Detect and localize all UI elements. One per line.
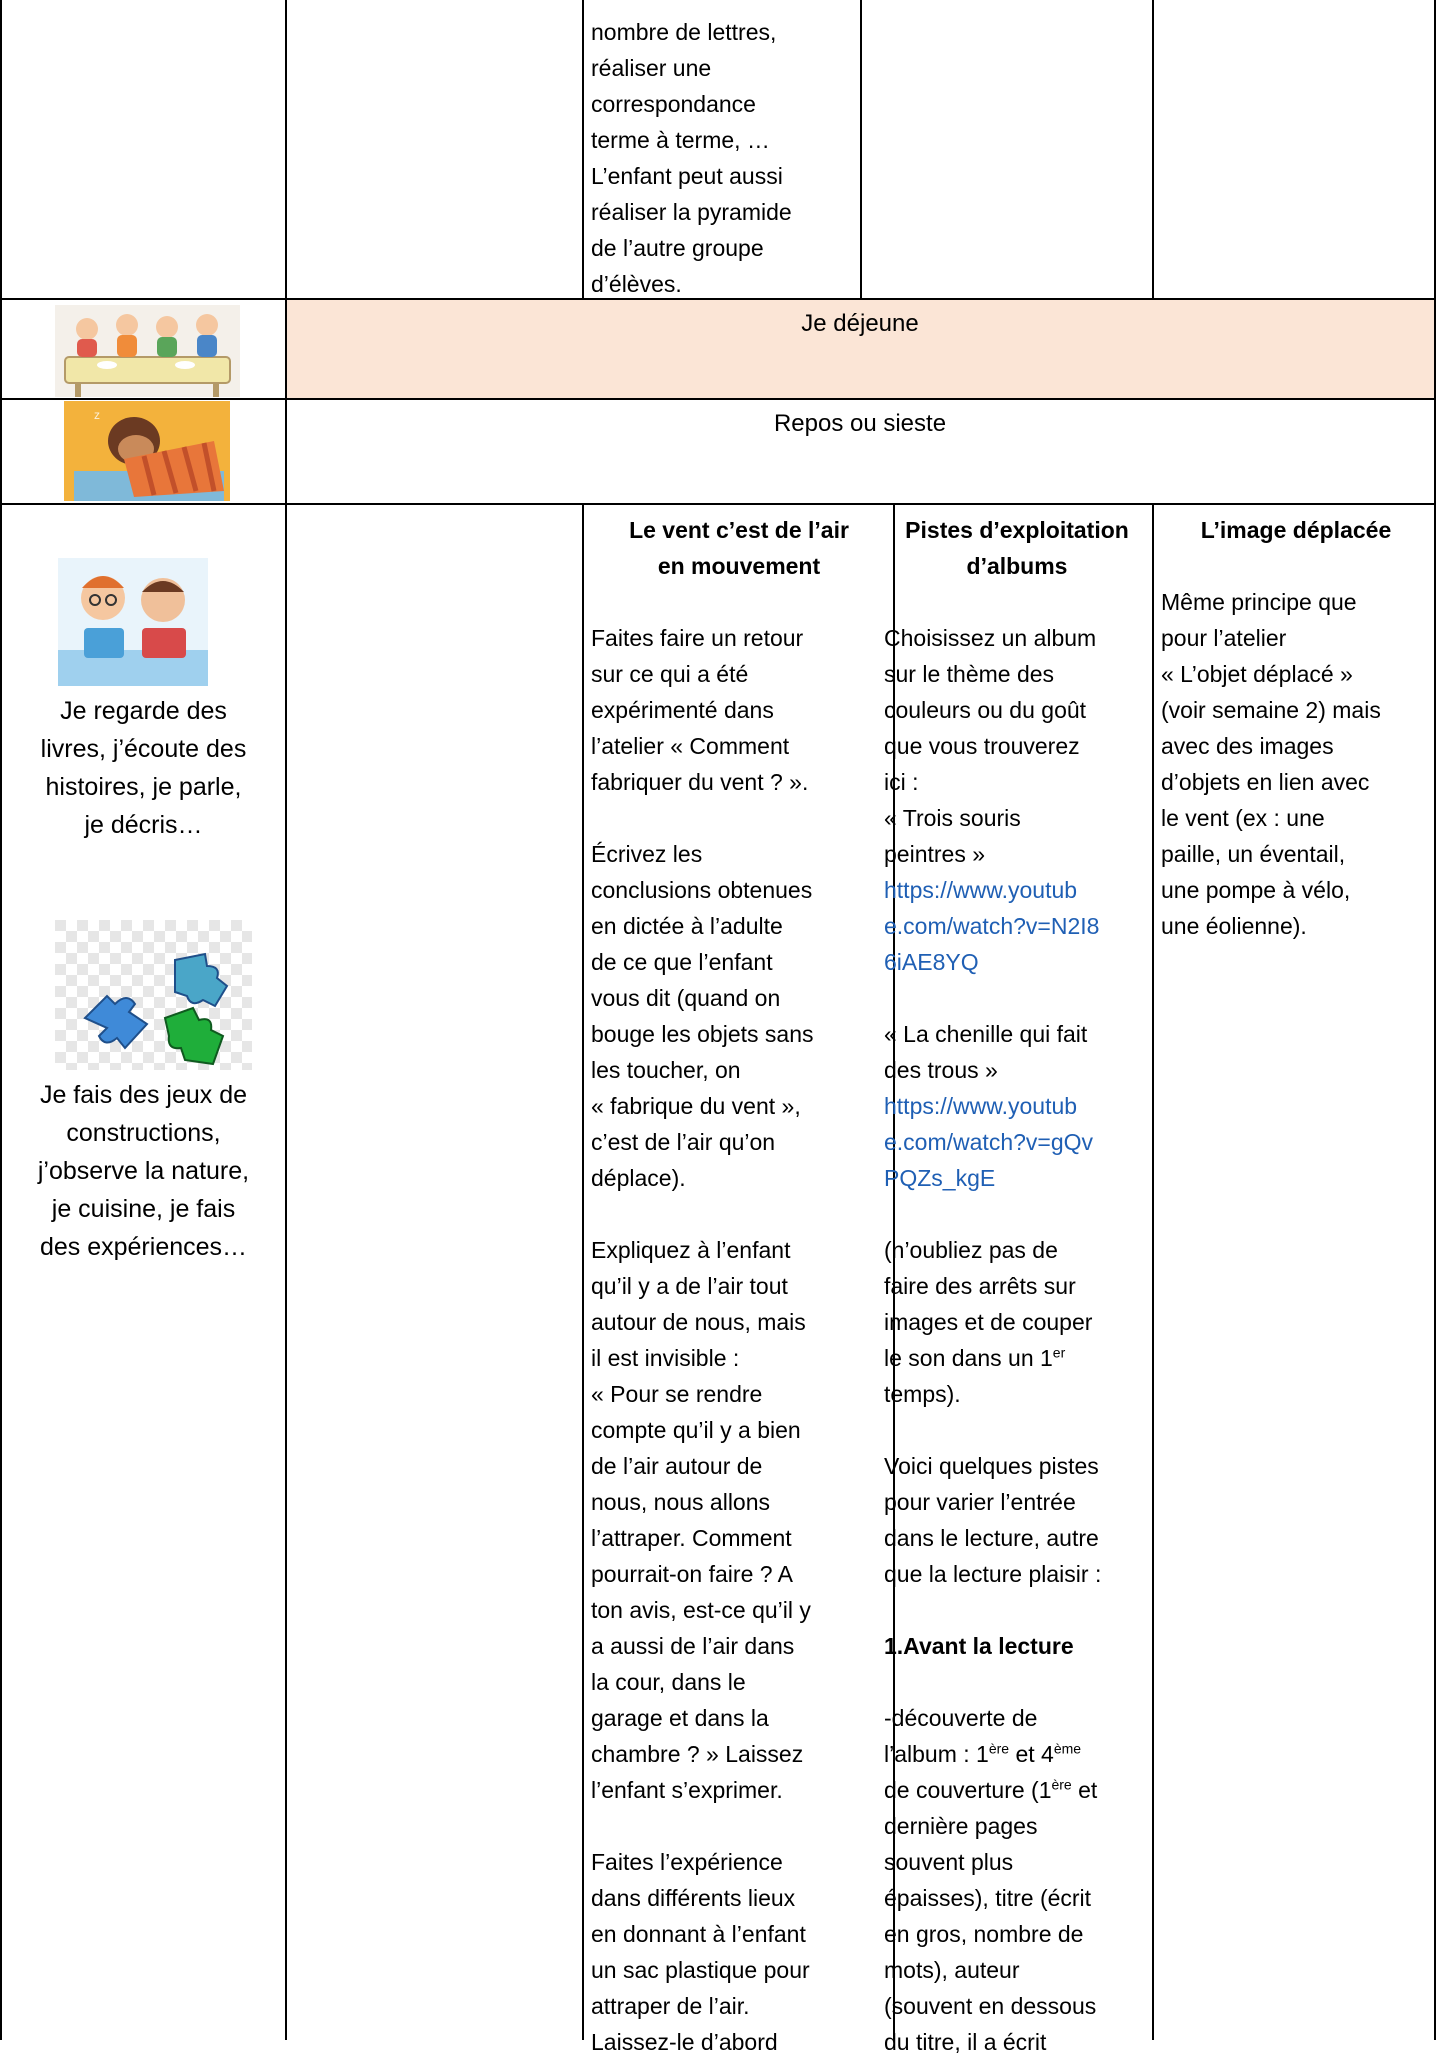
text-line: -découverte de <box>884 1705 1038 1731</box>
text-line: ici : <box>884 769 919 795</box>
text-line: épaisses), titre (écrit <box>884 1885 1092 1911</box>
wind-activity-cell <box>591 512 887 2060</box>
paragraph <box>884 1016 1150 1088</box>
text-line: temps). <box>884 1381 961 1407</box>
text-line: Même principe que <box>1161 589 1357 615</box>
link-line[interactable]: 6iAE8YQ <box>884 949 979 975</box>
text-line: compte qu’il y a bien <box>591 1417 801 1443</box>
wind-activity-title <box>591 512 887 584</box>
text-line: déplace). <box>591 1165 686 1191</box>
text-line: l’attraper. Comment <box>591 1525 792 1551</box>
text-line: Laissez-le d’abord <box>591 2029 778 2055</box>
text-line: pourrait-on faire ? A <box>591 1561 794 1587</box>
text-line: d’élèves. <box>591 271 682 297</box>
text-line: garage et dans la <box>591 1705 769 1731</box>
text-line: mots), auteur <box>884 1957 1020 1983</box>
text-line: j’observe la nature, <box>37 1157 250 1185</box>
text-line: la cour, dans le <box>591 1669 746 1695</box>
text-line: chambre ? » Laissez <box>591 1741 804 1767</box>
title-line: Pistes d’exploitation <box>905 517 1129 543</box>
grid-line-col3-top <box>860 0 862 298</box>
text-line: d’objets en lien avec <box>1161 769 1370 795</box>
text-line: a aussi de l’air dans <box>591 1633 795 1659</box>
text-line <box>884 1736 1150 1772</box>
text-span: le son dans un 1 <box>884 1345 1053 1371</box>
title-line: en mouvement <box>657 553 821 579</box>
text-line: réaliser la pyramide <box>591 199 792 225</box>
album-activity-content <box>884 512 1150 2060</box>
album-activity-title <box>884 512 1150 584</box>
text-line <box>884 1772 1150 1808</box>
text-line: de l’air autour de <box>591 1453 763 1479</box>
text-line: L’enfant peut aussi <box>591 163 783 189</box>
text-line: Choisissez un album <box>884 625 1097 651</box>
text-line: dans le lecture, autre <box>884 1525 1099 1551</box>
text-line: en donnant à l’enfant <box>591 1921 806 1947</box>
text-line: histoires, je parle, <box>45 773 242 801</box>
youtube-link-chenille[interactable] <box>884 1088 1150 1196</box>
superscript: ère <box>1051 1776 1072 1793</box>
text-line <box>884 1340 1150 1376</box>
text-line: Écrivez les <box>591 841 703 867</box>
title-line: d’albums <box>966 553 1068 579</box>
text-line: correspondance <box>591 91 756 117</box>
subheading: 1.Avant la lecture <box>884 1633 1074 1659</box>
text-line: « fabrique du vent », <box>591 1093 801 1119</box>
text-line: attraper de l’air. <box>591 1993 750 2019</box>
text-line: autour de nous, mais <box>591 1309 806 1335</box>
text-line: pour varier l’entrée <box>884 1489 1076 1515</box>
text-line: conclusions obtenues <box>591 877 813 903</box>
superscript: ère <box>988 1740 1010 1757</box>
link-line[interactable]: https://www.youtub <box>884 1093 1078 1119</box>
text-line: une éolienne). <box>1161 913 1307 939</box>
construction-activity-text <box>2 1076 285 1266</box>
text-line: Faites l’expérience <box>591 1849 783 1875</box>
youtube-link-trois-souris[interactable] <box>884 872 1150 980</box>
reading-activity-text <box>2 692 285 844</box>
grid-line-col4-bottom <box>1152 503 1154 2040</box>
text-line: une pompe à vélo, <box>1161 877 1351 903</box>
text-span: de couverture (1 <box>884 1777 1052 1803</box>
text-line: sur ce qui a été <box>591 661 749 687</box>
text-line: Faites faire un retour <box>591 625 804 651</box>
grid-line-row3 <box>0 503 1436 505</box>
text-line: il est invisible : <box>591 1345 740 1371</box>
text-line: « La chenille qui fait <box>884 1021 1088 1047</box>
text-line: nombre de lettres, <box>591 19 777 45</box>
text-line: Expliquez à l’enfant <box>591 1237 791 1263</box>
grid-line-col2-bottom <box>582 503 584 2040</box>
text-line: l’atelier « Comment <box>591 733 790 759</box>
text-line: « Pour se rendre <box>591 1381 763 1407</box>
title-line: Le vent c’est de l’air <box>629 517 849 543</box>
text-line: l’enfant s’exprimer. <box>591 1777 783 1803</box>
puzzle-pieces-icon <box>55 920 252 1070</box>
text-line: (voir semaine 2) mais <box>1161 697 1381 723</box>
paragraph <box>1161 584 1431 944</box>
grid-line-row2 <box>0 398 1436 400</box>
displaced-image-title: L’image déplacée <box>1200 517 1392 543</box>
children-eating-icon <box>55 305 240 397</box>
child-sleeping-icon <box>64 401 230 501</box>
text-line: que la lecture plaisir : <box>884 1561 1102 1587</box>
paragraph <box>884 1232 1150 1412</box>
paragraph <box>884 1448 1150 1592</box>
text-line: des expériences… <box>39 1233 248 1261</box>
text-line: souvent plus <box>884 1849 1014 1875</box>
text-line: je décris… <box>84 811 203 839</box>
paragraph <box>591 836 887 1196</box>
text-line: des trous » <box>884 1057 998 1083</box>
text-line: un sac plastique pour <box>591 1957 810 1983</box>
text-line: de l’autre groupe <box>591 235 764 261</box>
text-line: pour l’atelier <box>1161 625 1287 651</box>
superscript: er <box>1052 1344 1066 1361</box>
link-line[interactable]: https://www.youtub <box>884 877 1078 903</box>
text-line: réaliser une <box>591 55 712 81</box>
text-line: que vous trouverez <box>884 733 1080 759</box>
link-line[interactable]: PQZs_kgE <box>884 1165 996 1191</box>
text-line: sur le thème des <box>884 661 1055 687</box>
text-span: et <box>1071 1777 1098 1803</box>
superscript: ème <box>1053 1740 1082 1757</box>
text-line: images et de couper <box>884 1309 1093 1335</box>
paragraph <box>884 620 1150 872</box>
paragraph <box>591 1844 887 2060</box>
grid-line-col2-top <box>582 0 584 298</box>
svg-text:z: z <box>94 408 100 422</box>
text-line: dernière pages <box>884 1813 1038 1839</box>
text-line: Voici quelques pistes <box>884 1453 1099 1479</box>
paragraph <box>591 620 887 800</box>
top-row-col3-text <box>591 14 853 302</box>
text-line: le vent (ex : une <box>1161 805 1325 831</box>
text-line: Je regarde des <box>60 697 227 725</box>
text-span: et 4 <box>1009 1741 1054 1767</box>
text-line: avec des images <box>1161 733 1334 759</box>
text-line: nous, nous allons <box>591 1489 771 1515</box>
lunch-label: Je déjeune <box>801 310 919 337</box>
text-line: les toucher, on <box>591 1057 741 1083</box>
children-reading-icon <box>58 558 208 686</box>
displaced-image-cell <box>1161 512 1431 944</box>
text-line: expérimenté dans <box>591 697 774 723</box>
grid-line-col4-top <box>1152 0 1154 298</box>
text-line: du titre, il a écrit <box>884 2029 1047 2055</box>
text-line: dans différents lieux <box>591 1885 796 1911</box>
text-line: livres, j’écoute des <box>40 735 247 763</box>
paragraph <box>591 1232 887 1808</box>
text-line: « Trois souris <box>884 805 1021 831</box>
text-line: vous dit (quand on <box>591 985 781 1011</box>
text-line: « L’objet déplacé » <box>1161 661 1353 687</box>
text-line: paille, un éventail, <box>1161 841 1346 867</box>
paragraph <box>884 1700 1150 2060</box>
text-line: terme à terme, … <box>591 127 770 153</box>
text-line: en dictée à l’adulte <box>591 913 783 939</box>
text-line: peintres » <box>884 841 986 867</box>
text-line: Je fais des jeux de <box>39 1081 248 1109</box>
text-span: l’album : 1 <box>884 1741 989 1767</box>
text-line: constructions, <box>66 1119 221 1147</box>
text-line: fabriquer du vent ? ». <box>591 769 809 795</box>
text-line: je cuisine, je fais <box>51 1195 236 1223</box>
text-line: de ce que l’enfant <box>591 949 773 975</box>
rest-label: Repos ou sieste <box>773 410 947 437</box>
text-line: faire des arrêts sur <box>884 1273 1076 1299</box>
text-line: couleurs ou du goût <box>884 697 1087 723</box>
text-line: bouge les objets sans <box>591 1021 814 1047</box>
link-line[interactable]: e.com/watch?v=gQv <box>884 1129 1094 1155</box>
text-line: ton avis, est-ce qu’il y <box>591 1597 811 1623</box>
text-line: en gros, nombre de <box>884 1921 1084 1947</box>
text-line: c’est de l’air qu’on <box>591 1129 776 1155</box>
text-line: (souvent en dessous <box>884 1993 1097 2019</box>
text-line: (n’oubliez pas de <box>884 1237 1058 1263</box>
grid-line-left <box>0 0 2 2040</box>
link-line[interactable]: e.com/watch?v=N2I8 <box>884 913 1100 939</box>
text-line: qu’il y a de l’air tout <box>591 1273 788 1299</box>
